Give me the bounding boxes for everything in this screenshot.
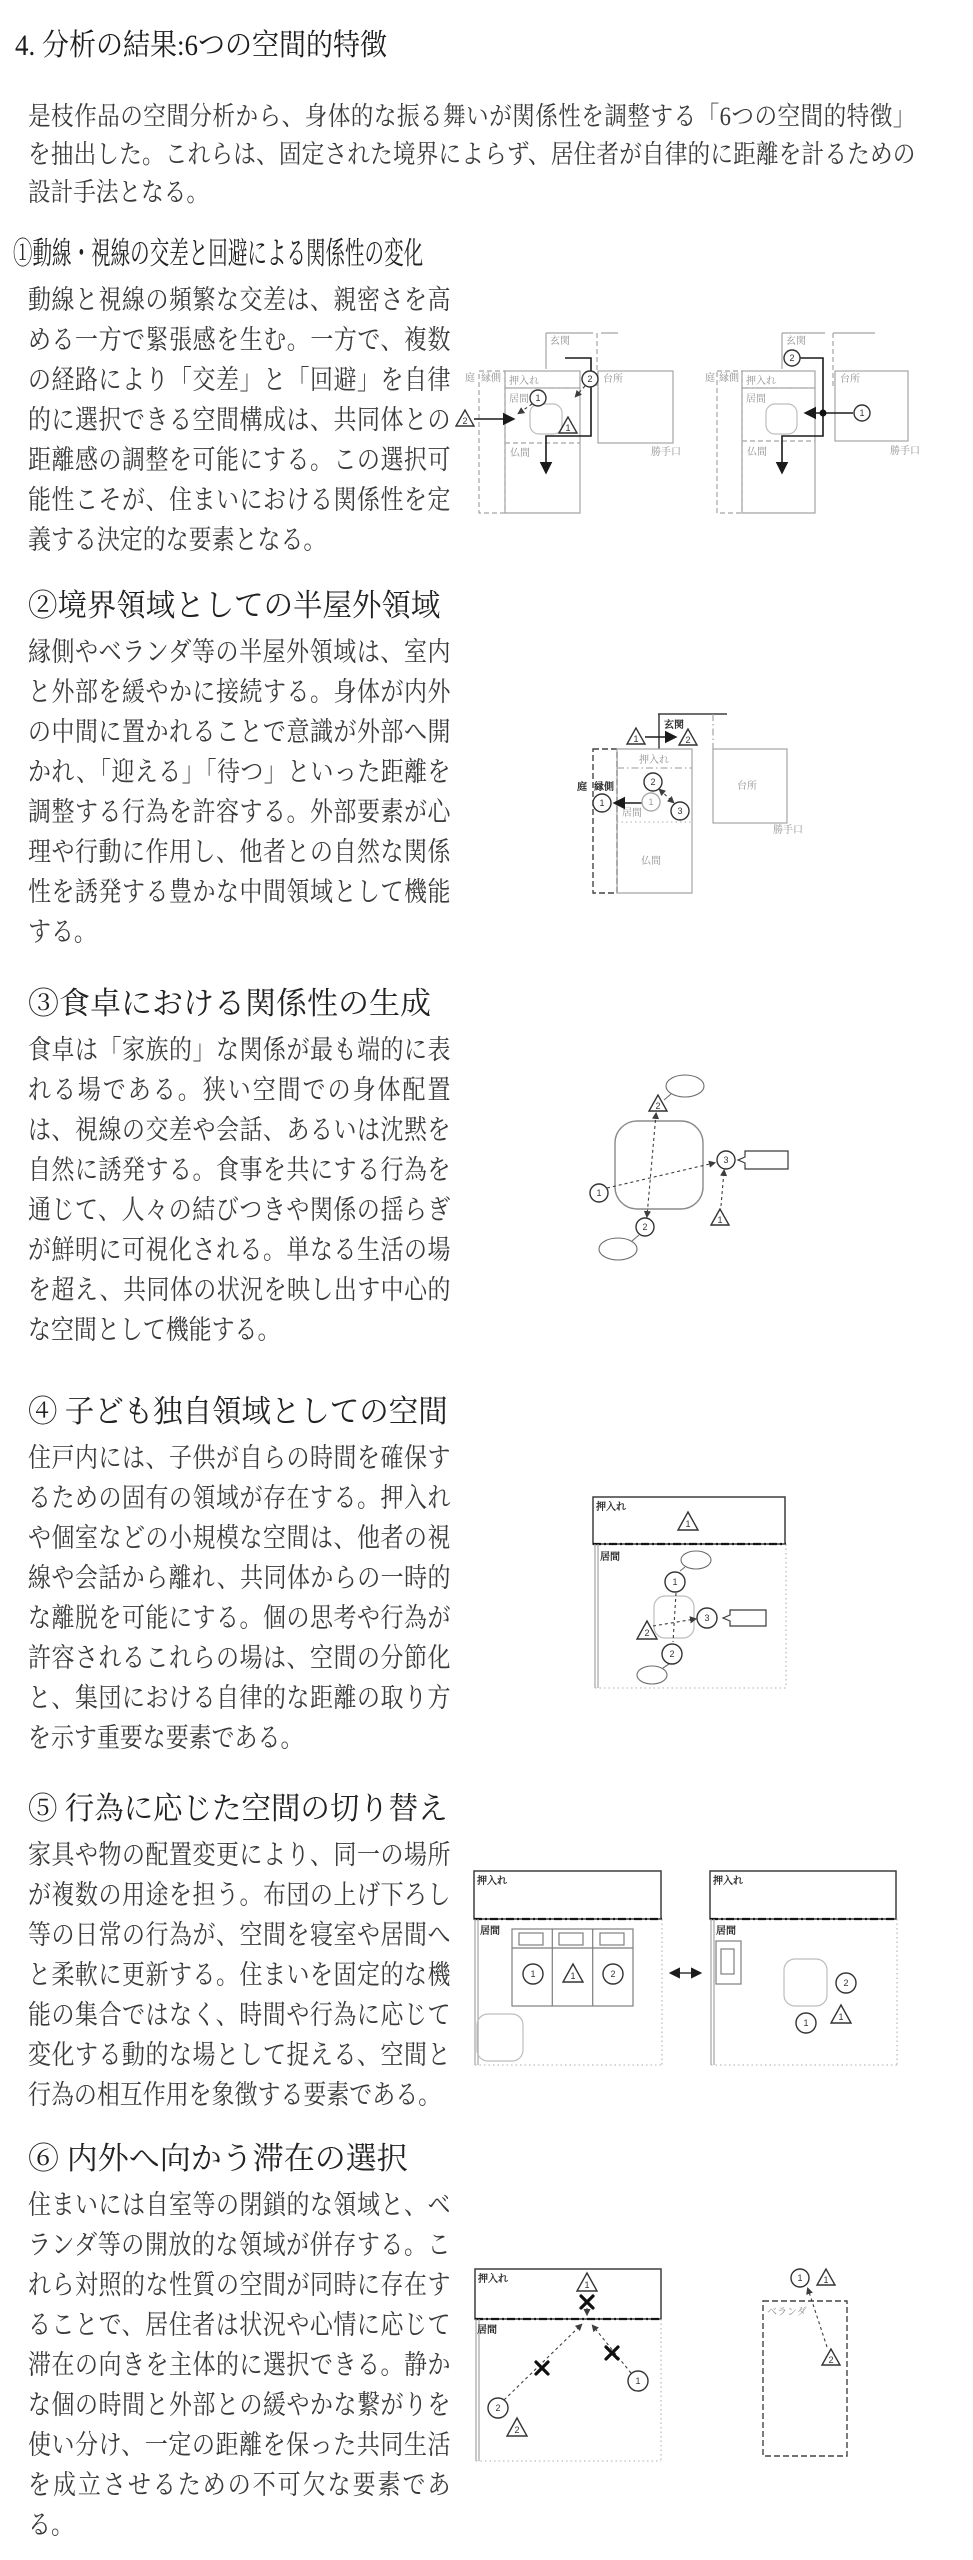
section-6	[28, 2139, 973, 2545]
svg-text:2: 2	[644, 1628, 650, 1638]
speech-box	[723, 1610, 766, 1626]
svg-text:2: 2	[642, 1222, 648, 1232]
section-3-figures	[587, 1069, 817, 1269]
section-2-body: 縁側やベランダ等の半屋外領域は、室内と外部を緩やかに接続する。身体が内外の中間に置かれることで意識が外部へ開かれ、「迎える」「待つ」といった距離を調整する行為を許容する。外部要素が心理や行動に作用し、他者との自然な関係性を誘発する豊かな中間領域として機能する。	[28, 637, 451, 947]
child-triangle-1	[678, 1512, 698, 1530]
room-label-ima: 居間	[600, 1552, 620, 1563]
room-label-niwa: 庭	[465, 373, 475, 384]
person-marker-2	[784, 350, 800, 366]
speech-bubble-top	[680, 1551, 711, 1571]
mode-switch-arrow	[664, 1869, 709, 2069]
person-marker-2	[662, 1644, 682, 1664]
svg-text:2: 2	[462, 416, 468, 426]
sightline-dashed-arrow	[660, 790, 673, 802]
room-label-genkan: 玄関	[664, 720, 684, 731]
sightline-2-vertical	[647, 1114, 656, 1216]
section-2-heading: ②境界領域としての半屋外領域	[28, 588, 441, 623]
svg-text:1: 1	[530, 1969, 536, 1979]
svg-text:1: 1	[685, 1519, 691, 1529]
svg-text:3: 3	[723, 1155, 729, 1165]
dining-table-diagram	[587, 1069, 817, 1269]
room-label-ima: 居間	[477, 2325, 497, 2336]
person-marker-1-previous	[642, 793, 660, 811]
person-marker-1	[530, 390, 546, 406]
person-marker-1	[854, 405, 870, 421]
outward-triangle-2	[822, 2349, 840, 2365]
bedroom-mode-diagram	[472, 1869, 664, 2069]
room-label-katteguchi: 勝手口	[773, 825, 803, 836]
svg-text:1: 1	[535, 393, 541, 403]
room-outline	[479, 333, 673, 513]
room-outline	[717, 333, 908, 513]
svg-text:1: 1	[797, 2273, 803, 2283]
section-2-figures	[575, 713, 820, 903]
section-6-text-column	[28, 2185, 453, 2545]
room-label-genkan: 玄関	[786, 336, 806, 347]
gaze-from-2	[504, 2325, 581, 2400]
svg-text:3: 3	[677, 806, 683, 816]
room-label-oshiire: 押入れ	[596, 1502, 626, 1513]
svg-text:1: 1	[672, 1577, 678, 1587]
section-2	[28, 586, 973, 952]
room-label-oshiire: 押入れ	[746, 376, 776, 387]
section-5-figures	[472, 1869, 899, 2069]
section-3-body: 食卓は「家族的」な関係が最も端的に表れる場である。狭い空間での身体配置は、視線の交差や会話、あるいは沈黙を自然に誘発する。食事を共にする行為を通じて、人々の結びつきや関係の揺らぎが鮮明に可視化される。単なる生活の場を超え、共同体の状況を映し出す中心的な空間として機能する。	[28, 1035, 451, 1345]
room-label-engawa: 縁側	[481, 373, 501, 384]
inward-stay-diagram	[473, 2261, 665, 2466]
svg-text:1: 1	[717, 1215, 723, 1225]
section-5-body: 家具や物の配置変更により、同一の場所が複数の用途を担う。布団の上げ下ろし等の日常の行為が、空間を寝室や居間へと柔軟に更新する。住まいを固定的な機能の集合ではなく、時間や行為に応じて変化する動的な場として捉える、空間と行為の相互作用を象徴する要素である。	[28, 1840, 451, 2110]
table	[784, 1959, 827, 2006]
approach-triangle-2	[456, 410, 474, 426]
section-3	[28, 984, 973, 1350]
svg-text:1: 1	[635, 2376, 641, 2386]
section-6-body: 住まいには自室等の閉鎖的な領域と、ベランダ等の開放的な領域が併存する。これら対照的な性質の空間が同時に存在することで、居住者は状況や心情に応じて滞在の向きを主体的に選択できる。静かな個の時間と外部との緩やかな繋がりを使い分け、一定の距離を保った共同生活を成立させるための不可欠な要素である。	[28, 2190, 451, 2540]
hidden-child-triangle-1	[577, 2273, 597, 2291]
speech-bubble-bottom	[599, 1235, 639, 1260]
section-1-heading: ①動線・視線の交差と回避による関係性の変化	[13, 236, 424, 271]
person-marker-2	[582, 371, 598, 387]
svg-text:1: 1	[596, 1188, 602, 1198]
sleep-triangle-1	[563, 1964, 583, 1982]
section-4-heading: ④ 子ども独自領域としての空間	[28, 1394, 448, 1429]
approach-triangle-1	[627, 728, 645, 744]
room-label-ima: 居間	[716, 1926, 736, 1937]
svg-text:1: 1	[584, 2280, 590, 2290]
room-label-daidokoro: 台所	[603, 374, 623, 385]
section-4	[28, 1392, 973, 1758]
sightline-triangle-2	[649, 1095, 667, 1111]
svg-text:3: 3	[704, 1613, 710, 1623]
room-label-katteguchi: 勝手口	[651, 447, 681, 458]
section-1-body: 動線と視線の頻繁な交差は、親密さを高める一方で緊張感を生む。一方で、複数の経路により「交差」と「回避」を自律的に選択できる空間構成は、共同体との距離感の調整を可能にする。この選択可能性こそが、住まいにおける関係性を定義する決定的な要素となる。	[28, 285, 451, 555]
room-label-butsuma: 仏間	[747, 447, 767, 458]
floorplan-engawa-diagram	[575, 713, 820, 903]
section-6-figures	[473, 2261, 851, 2466]
svg-text:1: 1	[599, 798, 605, 808]
person-marker-2	[836, 1973, 856, 1993]
gaze-outward	[808, 2289, 827, 2347]
room-outline	[475, 1919, 662, 2065]
page-title: 4. 分析の結果:6つの空間的特徴	[15, 29, 388, 62]
speech-bubble-bottom	[637, 1664, 669, 1684]
sightline-triangle-1	[711, 1209, 729, 1225]
section-4-body: 住戸内には、子供が自らの時間を確保するための固有の領域が存在する。押入れや個室などの小規模な空間は、他者の視線や会話から離れ、共同体からの一時的な離脱を可能にする。個の思考や行為が許容されるこれらの場は、空間の分節化と、集団における自律的な距離の取り方を示す重要な要素である。	[28, 1443, 451, 1753]
person-marker-1	[590, 1184, 608, 1202]
blocked-x-left	[536, 2362, 548, 2374]
svg-text:1: 1	[648, 797, 654, 807]
svg-text:2: 2	[514, 2425, 520, 2435]
svg-text:2: 2	[669, 1649, 675, 1659]
room-label-ima: 居間	[509, 394, 529, 405]
svg-text:1: 1	[565, 423, 571, 433]
section-6-heading: ⑥ 内外へ向かう滞在の選択	[28, 2141, 408, 2176]
blocked-x-top	[581, 2296, 593, 2308]
person-marker-3	[697, 1608, 717, 1628]
section-5	[28, 1789, 973, 2115]
person-marker-1	[523, 1964, 543, 1984]
person-marker-1-engawa	[593, 794, 611, 812]
section-4-text-column	[28, 1438, 453, 1758]
room-label-genkan: 玄関	[550, 336, 570, 347]
person-marker-2	[488, 2398, 508, 2418]
room-label-oshiire: 押入れ	[509, 376, 539, 387]
svg-text:2: 2	[610, 1969, 616, 1979]
sightline-triangle1-up	[721, 1171, 724, 1206]
room-label-oshiire: 押入れ	[478, 2274, 508, 2285]
floorplan-crossing-diagram	[455, 326, 705, 531]
room-label-oshiire: 押入れ	[477, 1876, 507, 1887]
room-label-niwa: 庭	[577, 782, 587, 793]
outward-triangle-1	[817, 2269, 835, 2285]
person-marker-2	[636, 1218, 654, 1236]
room-label-niwa: 庭	[705, 373, 715, 384]
sightline-triangle-2	[507, 2418, 527, 2436]
svg-text:2: 2	[789, 353, 795, 363]
person-marker-2	[603, 1964, 623, 1984]
room-label-oshiire: 押入れ	[713, 1876, 743, 1887]
svg-text:2: 2	[843, 1978, 849, 1988]
person-marker-1	[796, 2013, 816, 2033]
section-4-figures	[590, 1494, 795, 1694]
room-label-engawa: 縁側	[719, 373, 739, 384]
speech-box	[738, 1151, 788, 1169]
encounter-point-dot	[820, 410, 827, 417]
section-2-text-column	[28, 632, 453, 952]
person-marker-2	[644, 773, 662, 791]
speech-bubble-top	[664, 1075, 704, 1100]
svg-text:2: 2	[495, 2403, 501, 2413]
table	[477, 2014, 523, 2061]
svg-text:2: 2	[685, 735, 691, 745]
dining-table	[615, 1121, 703, 1209]
svg-text:1: 1	[633, 734, 639, 744]
sightline-triangle-1	[831, 2005, 851, 2023]
svg-text:1: 1	[859, 408, 865, 418]
svg-text:1: 1	[823, 2275, 829, 2285]
svg-text:2: 2	[655, 1101, 661, 1111]
room-label-butsuma: 仏間	[641, 856, 661, 867]
floorplan-avoidance-diagram	[705, 326, 955, 531]
room-label-engawa: 縁側	[594, 782, 614, 793]
section-3-heading: ③食卓における関係性の生成	[28, 986, 431, 1021]
section-1-figures	[455, 326, 955, 531]
svg-text:1: 1	[838, 2012, 844, 2022]
section-3-text-column	[28, 1030, 453, 1350]
outward-stay-diagram	[761, 2261, 851, 2466]
room-label-daidokoro: 台所	[840, 374, 860, 385]
svg-text:2: 2	[587, 374, 593, 384]
section-1	[13, 234, 973, 560]
sightline-1-to-3	[607, 1163, 714, 1188]
section-5-heading: ⑤ 行為に応じた空間の切り替え	[28, 1791, 448, 1826]
room-label-oshiire: 押入れ	[639, 755, 669, 766]
person-marker-3	[717, 1151, 735, 1169]
svg-text:2: 2	[828, 2355, 834, 2365]
intro-paragraph: 是枝作品の空間分析から、身体的な振る舞いが関係性を調整する「6つの空間的特徴」を抽出した。これらは、固定された境界によらず、居住者が自律的に距離を計るための設計手法となる。	[28, 102, 916, 207]
room-label-ima: 居間	[480, 1926, 500, 1937]
room-label-daidokoro: 台所	[737, 781, 757, 792]
living-mode-diagram	[709, 1869, 899, 2069]
gaze-from-1	[593, 2326, 631, 2373]
approach-triangle-2	[679, 729, 697, 745]
section-5-text-column	[28, 1835, 453, 2115]
veranda-outline	[763, 2301, 847, 2456]
sightline-1-2	[673, 1593, 676, 1642]
room-label-ima: 居間	[746, 394, 766, 405]
child-territory-diagram	[590, 1494, 795, 1694]
person-marker-3	[671, 802, 689, 820]
person-marker-1	[791, 2269, 809, 2287]
svg-text:2: 2	[650, 777, 656, 787]
section-1-text-column	[28, 280, 453, 560]
futon-folded	[716, 1941, 741, 1984]
room-label-butsuma: 仏間	[510, 448, 530, 459]
room-label-ima: 居間	[622, 808, 642, 819]
person-marker-1	[628, 2371, 648, 2391]
room-label-katteguchi: 勝手口	[890, 446, 920, 457]
svg-text:1: 1	[570, 1971, 576, 1981]
room-label-veranda: ベランダ	[767, 2307, 807, 2318]
svg-text:1: 1	[803, 2018, 809, 2028]
person-marker-1	[665, 1572, 685, 1592]
